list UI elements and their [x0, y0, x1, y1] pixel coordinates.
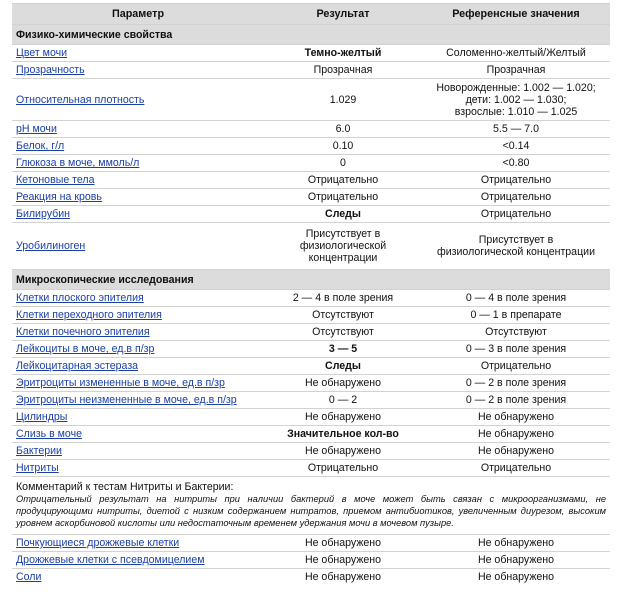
table-row	[12, 552, 610, 569]
param-link-transitional[interactable]: Клетки переходного эпителия	[16, 309, 162, 321]
param-link-density[interactable]: Относительная плотность	[16, 93, 145, 106]
reference-value: 0 — 3 в поле зрения	[422, 341, 610, 358]
table-row	[12, 358, 610, 375]
result-value: Отрицательно	[264, 460, 422, 477]
result-line: Присутствует в	[305, 228, 381, 240]
urinalysis-table	[12, 4, 610, 585]
table-row	[12, 375, 610, 392]
result-value: Не обнаружено	[264, 535, 422, 552]
table-row	[12, 460, 610, 477]
header-result: Результат	[264, 4, 422, 25]
param-link-rbc-changed[interactable]: Эритроциты измененные в моче, ед.в п/зр	[16, 377, 225, 389]
reference-line: Новорожденные: 1.002 — 1.020;	[436, 81, 596, 94]
param-link-casts[interactable]: Цилиндры	[16, 411, 68, 423]
table-row	[12, 223, 610, 270]
result-value: 6.0	[264, 121, 422, 138]
param-link-protein[interactable]: Белок, г/л	[16, 140, 65, 152]
table-row	[12, 189, 610, 206]
table-row	[12, 341, 610, 358]
table-row	[12, 569, 610, 586]
result-value: 2 — 4 в поле зрения	[264, 290, 422, 307]
table-row	[12, 290, 610, 307]
result-value: Темно-желтый	[304, 47, 382, 59]
section-title: Физико-химические свойства	[12, 25, 610, 45]
reference-line: Присутствует в	[478, 234, 554, 246]
reference-value	[422, 223, 610, 270]
reference-value: Отрицательно	[422, 460, 610, 477]
table-row	[12, 443, 610, 460]
reference-value: Не обнаружено	[477, 571, 555, 583]
table-row	[12, 138, 610, 155]
reference-value: Отрицательно	[422, 189, 610, 206]
table-row	[12, 392, 610, 409]
result-value: Не обнаружено	[264, 375, 422, 392]
table-row	[12, 324, 610, 341]
table-header-row	[12, 4, 610, 25]
result-value: Отрицательно	[264, 189, 422, 206]
result-value: Не обнаружено	[264, 552, 422, 569]
result-value: Следы	[325, 208, 361, 220]
result-value: Значительное кол-во	[287, 428, 399, 440]
comment-row	[12, 477, 610, 535]
result-value: Следы	[325, 360, 361, 372]
section-title: Микроскопические исследования	[12, 270, 610, 290]
result-value: Не обнаружено	[264, 443, 422, 460]
reference-value: <0.14	[422, 138, 610, 155]
reference-value	[422, 79, 610, 121]
param-link-rbc-unchanged[interactable]: Эритроциты неизмененные в моче, ед.в п/зр	[16, 394, 237, 406]
reference-value: 0 — 4 в поле зрения	[422, 290, 610, 307]
param-link-bacteria[interactable]: Бактерии	[16, 445, 62, 457]
param-link-leukocytes[interactable]: Лейкоциты в моче, ед.в п/зр	[16, 343, 155, 355]
table-row	[12, 307, 610, 324]
reference-value: 0 — 2 в поле зрения	[422, 392, 610, 409]
param-link-mucus[interactable]: Слизь в моче	[16, 428, 82, 440]
param-link-urobilinogen[interactable]: Уробилиноген	[16, 240, 86, 252]
param-link-glucose[interactable]: Глюкоза в моче, ммоль/л	[16, 157, 140, 169]
table-row	[12, 206, 610, 223]
param-link-ketones[interactable]: Кетоновые тела	[16, 174, 95, 186]
result-value: Отрицательно	[264, 172, 422, 189]
param-link-squamous[interactable]: Клетки плоского эпителия	[16, 292, 144, 304]
header-reference: Референсные значения	[422, 4, 610, 25]
reference-value: 0 — 2 в поле зрения	[422, 375, 610, 392]
reference-value: Не обнаружено	[422, 426, 610, 443]
param-link-nitrites[interactable]: Нитриты	[16, 462, 59, 474]
result-value: Не обнаружено	[264, 409, 422, 426]
result-value: 1.029	[264, 79, 422, 121]
header-param: Параметр	[12, 4, 264, 25]
reference-line: взрослые: 1.010 — 1.025	[454, 105, 578, 118]
reference-line: дети: 1.002 — 1.030;	[465, 93, 567, 106]
reference-line: физиологической концентрации	[437, 246, 595, 258]
reference-value: 0 — 1 в препарате	[422, 307, 610, 324]
table-row	[12, 45, 610, 62]
param-link-salts[interactable]: Соли	[16, 571, 42, 583]
reference-value: Отрицательно	[422, 358, 610, 375]
param-link-color[interactable]: Цвет мочи	[16, 47, 68, 59]
table-row	[12, 155, 610, 172]
section-physchem	[12, 25, 610, 45]
result-value: Не обнаружено	[304, 571, 382, 583]
reference-value: <0.80	[422, 155, 610, 172]
reference-value: Не обнаружено	[422, 409, 610, 426]
comment-text: Отрицательный результат на нитриты при наличии бактерий в моче может быть связан с микроорганизмами, не продуцирующими нитриты, диетой с низким содержанием нитратов, приемом антибиотиков, увеличенным диурезом, высоким уровнем аскорбиновой кислоты или недостаточным временем удержания мочи в мочевом пузыре.	[16, 494, 606, 528]
reference-value: Не обнаружено	[422, 535, 610, 552]
comment-title: Комментарий к тестам Нитриты и Бактерии:	[16, 481, 234, 493]
result-line: физиологической	[299, 240, 387, 252]
table-row	[12, 121, 610, 138]
param-link-blood[interactable]: Реакция на кровь	[16, 191, 102, 203]
reference-value: Не обнаружено	[422, 552, 610, 569]
table-row	[12, 426, 610, 443]
reference-value: 5.5 — 7.0	[422, 121, 610, 138]
reference-value: Отрицательно	[422, 172, 610, 189]
result-value: Прозрачная	[264, 62, 422, 79]
param-link-renal[interactable]: Клетки почечного эпителия	[16, 326, 150, 338]
table-row	[12, 172, 610, 189]
param-link-clarity[interactable]: Прозрачность	[16, 64, 85, 76]
reference-value: Не обнаружено	[422, 443, 610, 460]
table-row	[12, 409, 610, 426]
result-value: Отсутствуют	[264, 307, 422, 324]
result-value: 0 — 2	[264, 392, 422, 409]
param-link-ph[interactable]: pH мочи	[16, 123, 57, 135]
table-row	[12, 535, 610, 552]
result-line: концентрации	[308, 252, 378, 264]
param-link-budding-yeast[interactable]: Почкующиеся дрожжевые клетки	[16, 537, 180, 549]
section-micro	[12, 270, 610, 290]
reference-value: Соломенно-желтый/Желтый	[422, 45, 610, 62]
param-link-bilirubin[interactable]: Билирубин	[16, 208, 70, 220]
result-value: 0	[264, 155, 422, 172]
table-row	[12, 79, 610, 121]
table-row	[12, 62, 610, 79]
reference-value: Отсутствуют	[422, 324, 610, 341]
comment-block	[12, 477, 610, 535]
result-value: Отсутствуют	[264, 324, 422, 341]
reference-value: Прозрачная	[422, 62, 610, 79]
param-link-esterase[interactable]: Лейкоцитарная эстераза	[16, 360, 139, 372]
result-value	[264, 223, 422, 270]
result-value: 0.10	[264, 138, 422, 155]
param-link-pseudomycelium[interactable]: Дрожжевые клетки с псевдомицелием	[16, 554, 205, 566]
result-value: 3 — 5	[328, 343, 358, 355]
reference-value: Отрицательно	[422, 206, 610, 223]
